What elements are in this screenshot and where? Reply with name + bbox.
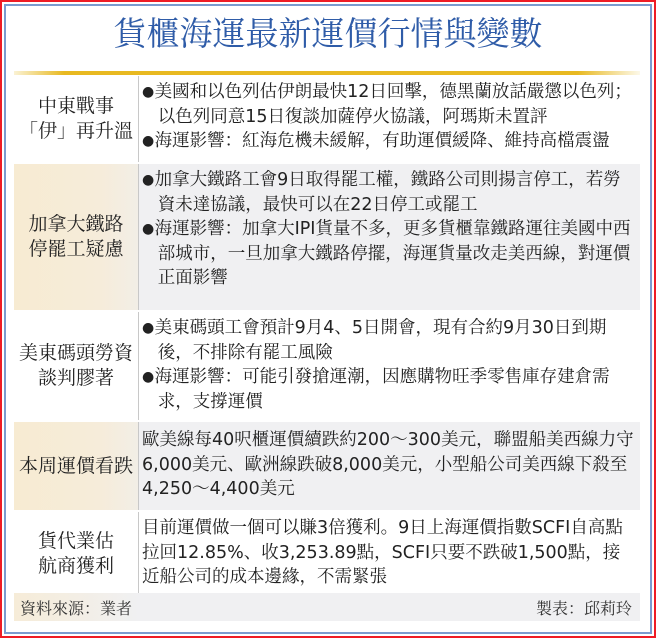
bullet-dot-icon: ● xyxy=(142,172,155,188)
bullet-item: ●海運影響：紅海危機未緩解，有助運價緩降、維持高檔震盪 xyxy=(142,129,636,154)
title-divider xyxy=(14,71,640,75)
row-content xyxy=(139,164,640,310)
row-label-line: 中東戰事 xyxy=(37,95,114,117)
bullet-dot-icon: ● xyxy=(142,133,155,149)
bullet-dot-icon: ● xyxy=(142,320,155,336)
table-row-weekly-rates xyxy=(14,422,640,510)
author-credit: 製表：邱莉玲 xyxy=(535,598,632,618)
row-label-line: 美東碼頭勞資 xyxy=(18,342,133,364)
footer xyxy=(14,593,640,621)
bullet-item: ●海運影響：可能引發搶運潮，因應購物旺季零售庫存建倉需求，支撐運價 xyxy=(142,367,610,412)
bullet-item: ●美東碼頭工會預計9月4、5日開會，現有合約9月30日到期後，不排除有罷工風險 xyxy=(142,318,607,363)
row-label-line: 貨代業估 xyxy=(37,530,114,552)
table-row-us-east-port xyxy=(14,312,640,420)
info-table xyxy=(14,76,640,596)
bullet-dot-icon: ● xyxy=(142,84,155,100)
table-row-canada-rail xyxy=(14,164,640,310)
bullet-item: ●美國和以色列估伊朗最快12日回擊，德黑蘭放話嚴懲以色列；以色列同意15日復談加薩停火協議，阿瑪斯未置評 xyxy=(142,82,632,127)
row-label xyxy=(14,164,139,310)
row-label xyxy=(14,512,139,596)
bullet-item: ●海運影響：加拿大IPI貨量不多，更多貨櫃靠鐵路運往美國中西部城市，一旦加拿大鐵路停擺，海運貨量改走美西線，對運價正面影響 xyxy=(142,219,631,288)
table-row-middle-east xyxy=(14,76,640,162)
row-text: 目前運價做一個可以賺3倍獲利。9日上海運價指數SCFI自高點拉回12.85%、收3,253.89點，SCFI只要不跌破1,500點，接近船公司的成本邊緣，不需緊張 xyxy=(142,518,623,587)
row-label xyxy=(14,76,139,162)
row-content xyxy=(139,422,640,510)
page-title: 貨櫃海運最新運價行情與變數 xyxy=(113,14,543,53)
row-text: 歐美線每40呎櫃運價續跌約200～300美元，聯盟船美西線力守6,000美元、歐洲線跌破8,000美元，小型船公司美西線下殺至4,250～4,400美元 xyxy=(142,430,634,499)
row-content xyxy=(139,76,640,162)
row-label-line: 加拿大鐵路 xyxy=(28,213,124,235)
row-label-line: 「伊」再升溫 xyxy=(18,120,133,142)
row-label-line: 航商獲利 xyxy=(37,555,114,577)
row-label-line: 談判膠著 xyxy=(37,367,114,389)
table-row-forwarder-estimate xyxy=(14,512,640,596)
row-label-line: 停罷工疑慮 xyxy=(28,238,124,260)
bullet-item: ●加拿大鐵路工會9日取得罷工權，鐵路公司則揚言停工，若勞資未達協議，最快可以在22日停工或罷工 xyxy=(142,170,621,215)
row-label-line: 本周運價看跌 xyxy=(18,454,133,477)
row-label xyxy=(14,422,139,510)
bullet-dot-icon: ● xyxy=(142,369,155,385)
row-content xyxy=(139,312,640,420)
row-content xyxy=(139,512,640,596)
bullet-dot-icon: ● xyxy=(142,221,155,237)
source-note: 資料來源：業者 xyxy=(20,598,133,618)
row-label xyxy=(14,312,139,420)
